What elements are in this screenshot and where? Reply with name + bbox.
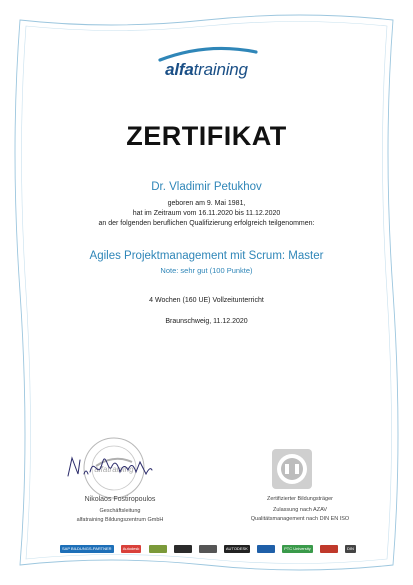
partner-logo-icon: DIN <box>347 546 354 551</box>
partner-logo-icon: Autodesk <box>122 546 140 551</box>
partner-logo-icon <box>174 545 192 553</box>
partner-logos-row <box>60 544 356 554</box>
partner-logo-icon <box>149 545 167 553</box>
partner-logo-icon: AUTODESK <box>225 546 248 551</box>
cert-line-1: Zertifizierter Bildungsträger <box>266 496 334 502</box>
course-duration: 4 Wochen (160 UE) Vollzeitunterricht <box>149 297 264 304</box>
birth-line: geboren am 9. Mai 1981, <box>167 200 246 207</box>
partner-logo-icon: PTC University <box>284 546 311 551</box>
recipient-name: Dr. Vladimir Petukhov <box>151 181 262 193</box>
partner-logo-icon <box>257 545 275 553</box>
handwritten-signature-icon <box>66 452 154 482</box>
certificate-title: ZERTIFIKAT <box>126 121 287 151</box>
logo-alfa: alfa <box>165 60 194 79</box>
signatory-role: Geschäftsleitung <box>99 508 141 514</box>
period-line: hat im Zeitraum vom 16.11.2020 bis 11.12.2020 <box>132 210 281 217</box>
cert-line-2: Zulassung nach AZAV <box>272 507 327 513</box>
alfatraining-logo <box>0 46 413 80</box>
signatory-name: Nikolaos Fostiropoulos <box>84 496 156 503</box>
course-grade: Note: sehr gut (100 Punkte) <box>160 266 253 275</box>
logo-training: training <box>193 60 248 79</box>
partner-logo-icon <box>199 545 217 553</box>
logo-wordmark <box>165 60 248 80</box>
cert-line-3: Qualitätsmanagement nach DIN EN ISO <box>250 516 350 522</box>
participation-line: an der folgenden beruflichen Qualifizierung erfolgreich teilgenommen: <box>98 220 315 227</box>
svg-text:alfatraining: alfatraining <box>94 465 134 474</box>
signatory-company: alfatraining Bildungszentrum GmbH <box>76 517 164 523</box>
certification-seal-icon <box>266 447 318 491</box>
partner-logo-icon: SAP BILDUNGS-PARTNER <box>62 546 112 551</box>
course-name: Agiles Projektmanagement mit Scrum: Master <box>89 250 324 262</box>
partner-logo-icon <box>320 545 338 553</box>
place-date: Braunschweig, 11.12.2020 <box>165 318 248 325</box>
